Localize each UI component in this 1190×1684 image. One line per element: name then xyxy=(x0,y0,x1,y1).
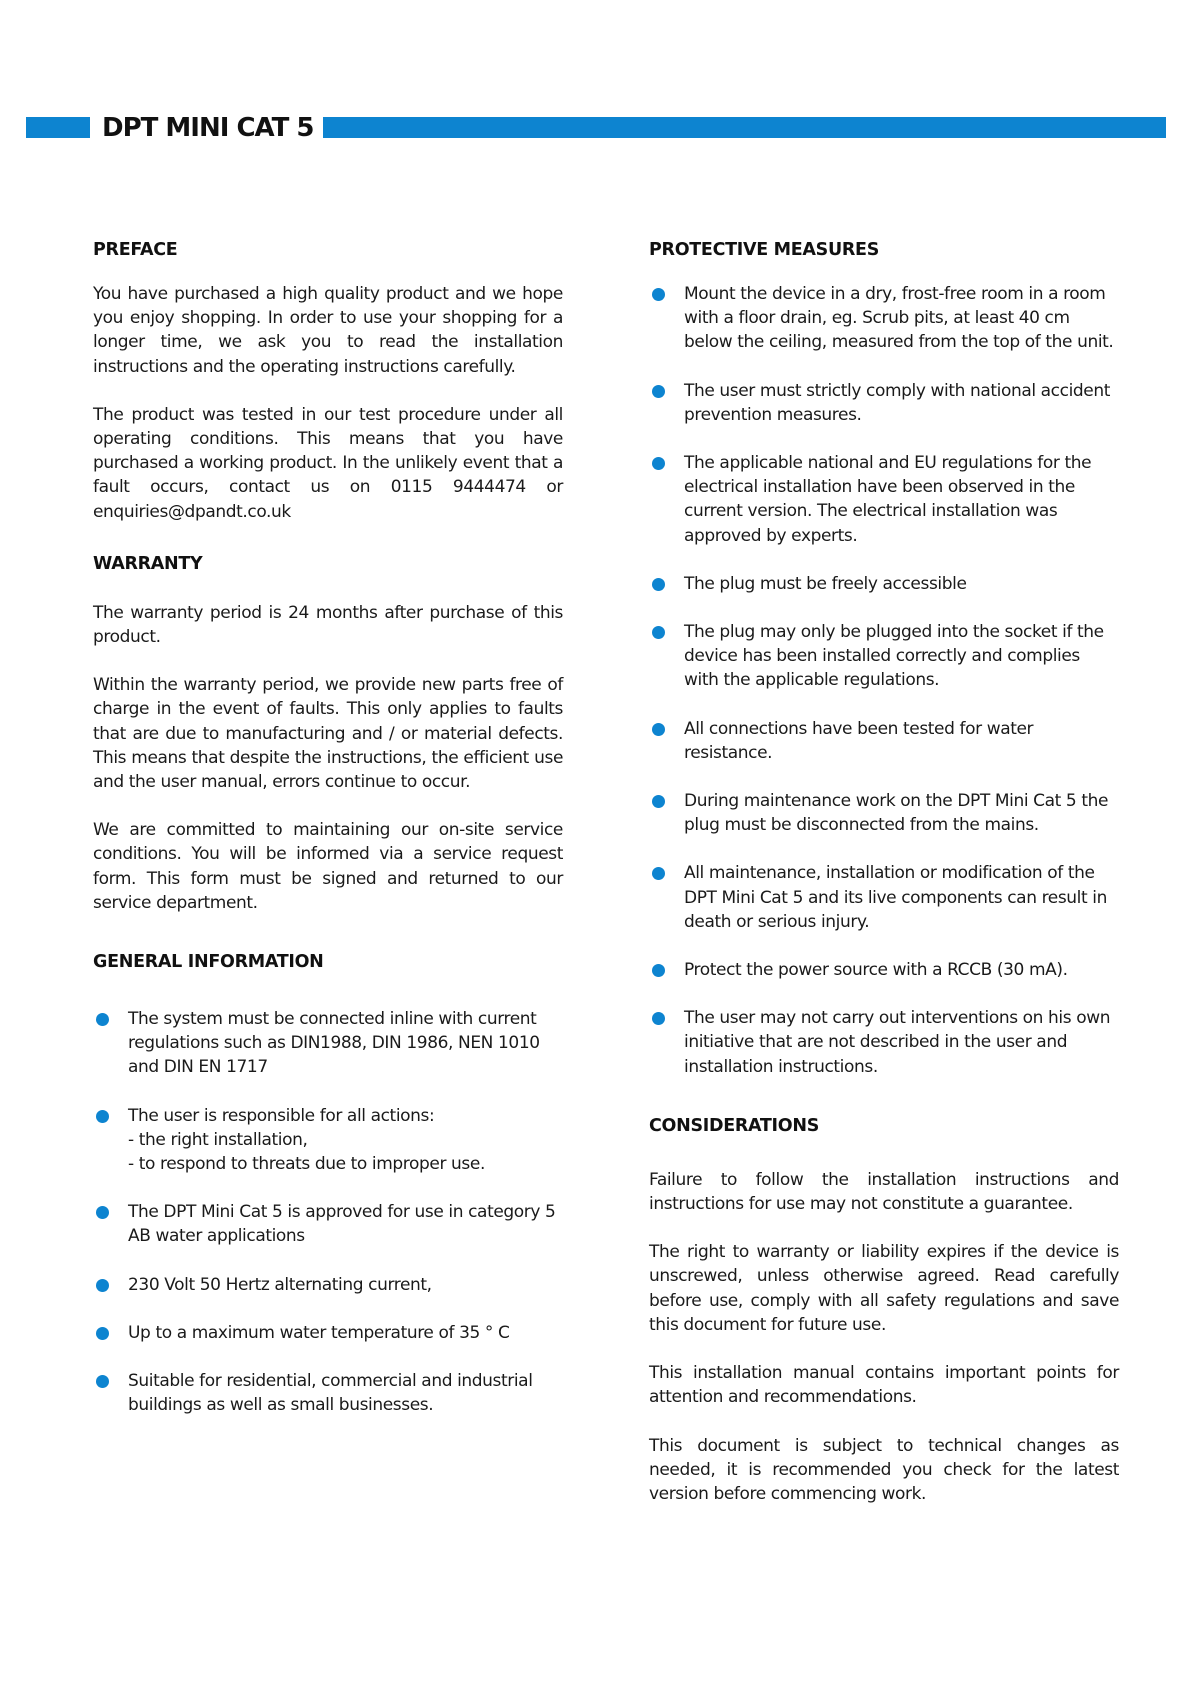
list-item-text: During maintenance work on the DPT Mini Cat 5 the plug must be disconnected from the mains. xyxy=(684,791,1109,836)
list-item xyxy=(93,1104,563,1177)
bullet-icon xyxy=(652,1012,665,1025)
list-item-text: The system must be connected inline with current regulations such as DIN1988, DIN 1986, NEN 1010 and DIN EN 1717 xyxy=(128,1009,540,1078)
bullet-icon xyxy=(652,457,665,470)
list-item-text: The user may not carry out interventions on his own initiative that are not described in the user and installation instructions. xyxy=(684,1008,1111,1077)
bullet-icon xyxy=(652,795,665,808)
list-item xyxy=(93,1200,563,1248)
list-item-subline: - the right installation, xyxy=(128,1129,308,1150)
considerations-section xyxy=(649,1114,1119,1506)
bullet-icon xyxy=(652,385,665,398)
list-item xyxy=(649,717,1119,765)
considerations-paragraph: This installation manual contains important points for attention and recommendations. xyxy=(649,1363,1119,1408)
general-information-list xyxy=(93,1007,563,1417)
warranty-heading: WARRANTY xyxy=(93,553,203,574)
list-item xyxy=(93,1369,563,1417)
preface-section xyxy=(93,238,563,524)
list-item-text: The user is responsible for all actions: xyxy=(128,1105,435,1126)
bullet-icon xyxy=(96,1279,109,1292)
bullet-icon xyxy=(652,723,665,736)
right-column xyxy=(649,238,1119,1506)
list-item xyxy=(649,861,1119,934)
page-header xyxy=(0,110,1190,158)
general-information-section xyxy=(93,950,563,1417)
bullet-icon xyxy=(96,1110,109,1123)
list-item-text: The plug may only be plugged into the socket if the device has been installed correctly and complies with the applicable regulations. xyxy=(684,622,1104,691)
list-item-text: The user must strictly comply with national accident prevention measures. xyxy=(684,380,1110,425)
list-item-text: The plug must be freely accessible xyxy=(684,573,967,594)
list-item-text: Suitable for residential, commercial and industrial buildings as well as small businesses. xyxy=(128,1371,533,1416)
list-item-text: Up to a maximum water temperature of 35 ° C xyxy=(128,1322,510,1343)
list-item xyxy=(649,451,1119,548)
considerations-paragraph: The right to warranty or liability expires if the device is unscrewed, unless otherwise agreed. Read carefully before use, comply with all safety regulations and save this document for future use. xyxy=(649,1242,1119,1335)
header-bar-right xyxy=(323,117,1166,138)
left-column xyxy=(93,238,563,1418)
list-item-subline: - to respond to threats due to improper use. xyxy=(128,1154,485,1175)
list-item xyxy=(93,1273,563,1297)
list-item xyxy=(649,282,1119,355)
list-item xyxy=(649,620,1119,693)
list-item xyxy=(649,572,1119,596)
considerations-paragraph: Failure to follow the installation instructions and instructions for use may not constitute a guarantee. xyxy=(649,1169,1119,1215)
warranty-paragraph: We are committed to maintaining our on-site service conditions. You will be informed via a service request form. This form must be signed and returned to our service department. xyxy=(93,820,563,913)
protective-measures-section xyxy=(649,238,1119,1079)
bullet-icon xyxy=(96,1375,109,1388)
list-item xyxy=(93,1321,563,1345)
bullet-icon xyxy=(96,1013,109,1026)
preface-paragraph: The product was tested in our test procedure under all operating conditions. This means that you have purchased a working product. In the unlikely event that a fault occurs, contact us on 0115 9444474 or enquiries@dpandt.co.uk xyxy=(93,404,563,522)
list-item xyxy=(649,379,1119,427)
protective-measures-list xyxy=(649,282,1119,1079)
list-item xyxy=(649,789,1119,837)
list-item-text: Protect the power source with a RCCB (30 mA). xyxy=(684,960,1068,981)
considerations-paragraph: This document is subject to technical changes as needed, it is recommended you check for the latest version before commencing work. xyxy=(649,1435,1119,1504)
bullet-icon xyxy=(652,867,665,880)
list-item xyxy=(649,1006,1119,1079)
list-item xyxy=(649,958,1119,982)
list-item-text: Mount the device in a dry, frost-free room in a room with a floor drain, eg. Scrub pits, at least 40 cm below the ceiling, measured from the top of the unit. xyxy=(684,284,1114,353)
bullet-icon xyxy=(96,1327,109,1340)
bullet-icon xyxy=(652,964,665,977)
list-item-text: All maintenance, installation or modification of the DPT Mini Cat 5 and its live components can result in death or serious injury. xyxy=(684,863,1107,932)
preface-paragraph: You have purchased a high quality product and we hope you enjoy shopping. In order to use your shopping for a longer time, we ask you to read the installation instructions and the operating instructions carefully. xyxy=(93,284,563,377)
bullet-icon xyxy=(652,288,665,301)
header-bar-left xyxy=(26,117,90,138)
page-title: DPT MINI CAT 5 xyxy=(102,113,314,143)
bullet-icon xyxy=(652,626,665,639)
list-item-text: The DPT Mini Cat 5 is approved for use in category 5 AB water applications xyxy=(128,1202,556,1247)
preface-heading: PREFACE xyxy=(93,240,178,260)
protective-measures-heading: PROTECTIVE MEASURES xyxy=(649,240,880,260)
considerations-heading: CONSIDERATIONS xyxy=(649,1115,819,1136)
bullet-icon xyxy=(96,1206,109,1219)
list-item xyxy=(93,1007,563,1080)
list-item-text: All connections have been tested for water resistance. xyxy=(684,718,1034,763)
warranty-paragraph: The warranty period is 24 months after purchase of this product. xyxy=(93,602,563,648)
list-item-text: 230 Volt 50 Hertz alternating current, xyxy=(128,1274,432,1295)
general-information-heading: GENERAL INFORMATION xyxy=(93,952,324,973)
list-item-text: The applicable national and EU regulations for the electrical installation have been observed in the current version. The electrical installation was approved by experts. xyxy=(684,453,1092,546)
warranty-section xyxy=(93,552,563,915)
warranty-paragraph: Within the warranty period, we provide new parts free of charge in the event of faults. This only applies to faults that are due to manufacturing and / or material defects. This means that despite the instructions, the efficient use and the user manual, errors continue to occur. xyxy=(93,675,563,793)
bullet-icon xyxy=(652,578,665,591)
